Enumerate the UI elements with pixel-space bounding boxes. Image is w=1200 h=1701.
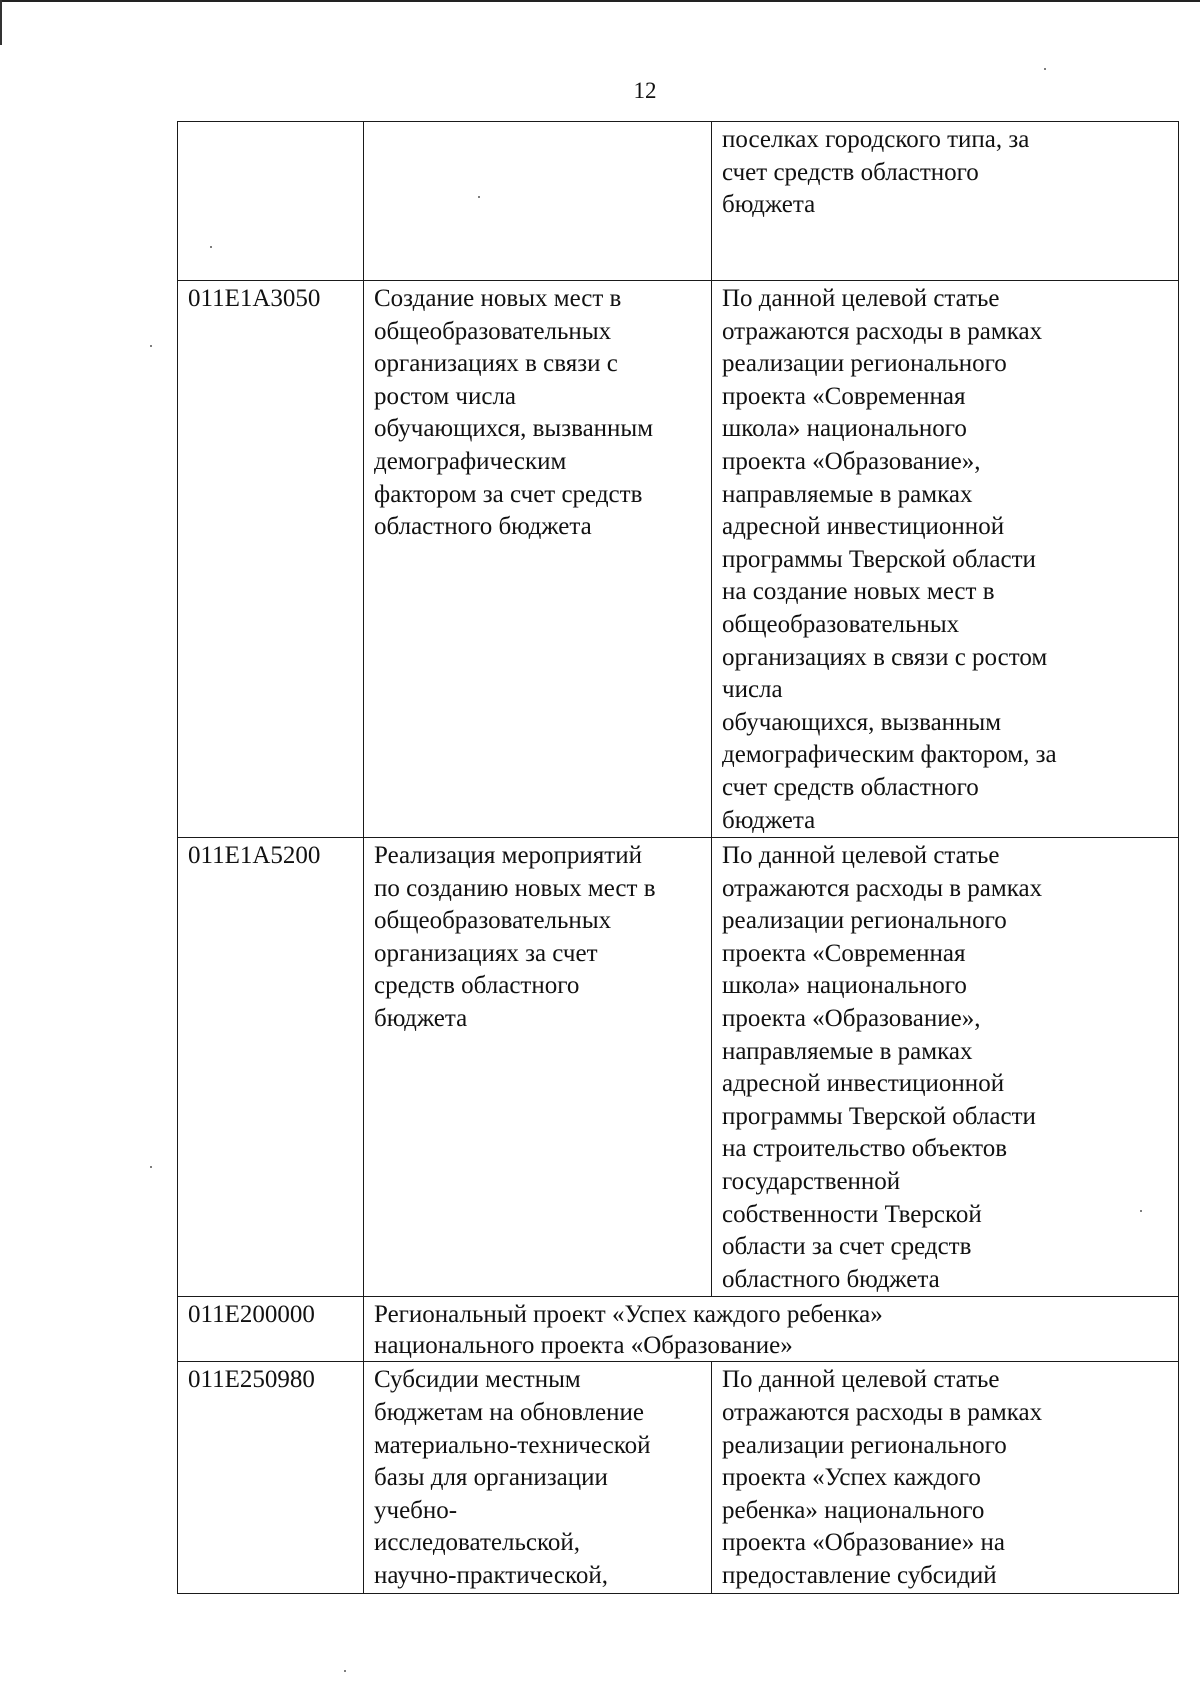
table-row [178, 1362, 1179, 1593]
scan-speck [150, 1166, 152, 1168]
scan-speck [478, 196, 480, 198]
table-row [178, 281, 1179, 838]
code-cell: 011E250980 [178, 1362, 364, 1593]
code-cell: 011E1A5200 [178, 838, 364, 1297]
description-cell: По данной целевой статье отражаются расходы в рамках реализации регионального проекта «Современная школа» национального проекта «Образование», направляемые в рамках адресной инвестиционной программы Тверской области на создание новых мест в общеобразовательных организациях в связи с ростом числа обучающихся, вызванным демографическим фактором, за счет средств областного бюджета [712, 281, 1179, 838]
code-cell: 011E1A3050 [178, 281, 364, 838]
description-cell: По данной целевой статье отражаются расходы в рамках реализации регионального проекта «Успех каждого ребенка» национального проекта «Образование» на предоставление субсидий [712, 1362, 1179, 1593]
scan-speck [1140, 1210, 1142, 1212]
table-row [178, 1297, 1179, 1362]
name-cell: Реализация мероприятий по созданию новых мест в общеобразовательных организациях за счет средств областного бюджета [364, 838, 712, 1297]
table-row [178, 122, 1179, 281]
budget-classification-table [177, 121, 1179, 1594]
page-number: 12 [633, 78, 657, 103]
scan-speck [210, 246, 212, 248]
scan-border-left [0, 0, 2, 45]
scan-speck [1044, 68, 1046, 70]
name-cell [364, 122, 712, 281]
code-cell [178, 122, 364, 281]
name-cell: Создание новых мест в общеобразовательных организациях в связи с ростом числа обучающихся, вызванным демографическим фактором за счет средств областного бюджета [364, 281, 712, 838]
description-cell: поселках городского типа, за счет средств областного бюджета [712, 122, 1179, 281]
description-cell: По данной целевой статье отражаются расходы в рамках реализации регионального проекта «Современная школа» национального проекта «Образование», направляемые в рамках адресной инвестиционной программы Тверской области на строительство объектов государственной собственности Тверской области за счет средств областного бюджета [712, 838, 1179, 1297]
scan-speck [150, 345, 152, 347]
scan-border-top [0, 0, 1200, 2]
scan-speck [344, 1670, 346, 1672]
merged-section-cell: Региональный проект «Успех каждого ребенка» национального проекта «Образование» [364, 1297, 1179, 1362]
name-cell: Субсидии местным бюджетам на обновление материально-технической базы для организации учебно- исследовательской, научно-практической, [364, 1362, 712, 1593]
code-cell: 011E200000 [178, 1297, 364, 1362]
table-row [178, 838, 1179, 1297]
